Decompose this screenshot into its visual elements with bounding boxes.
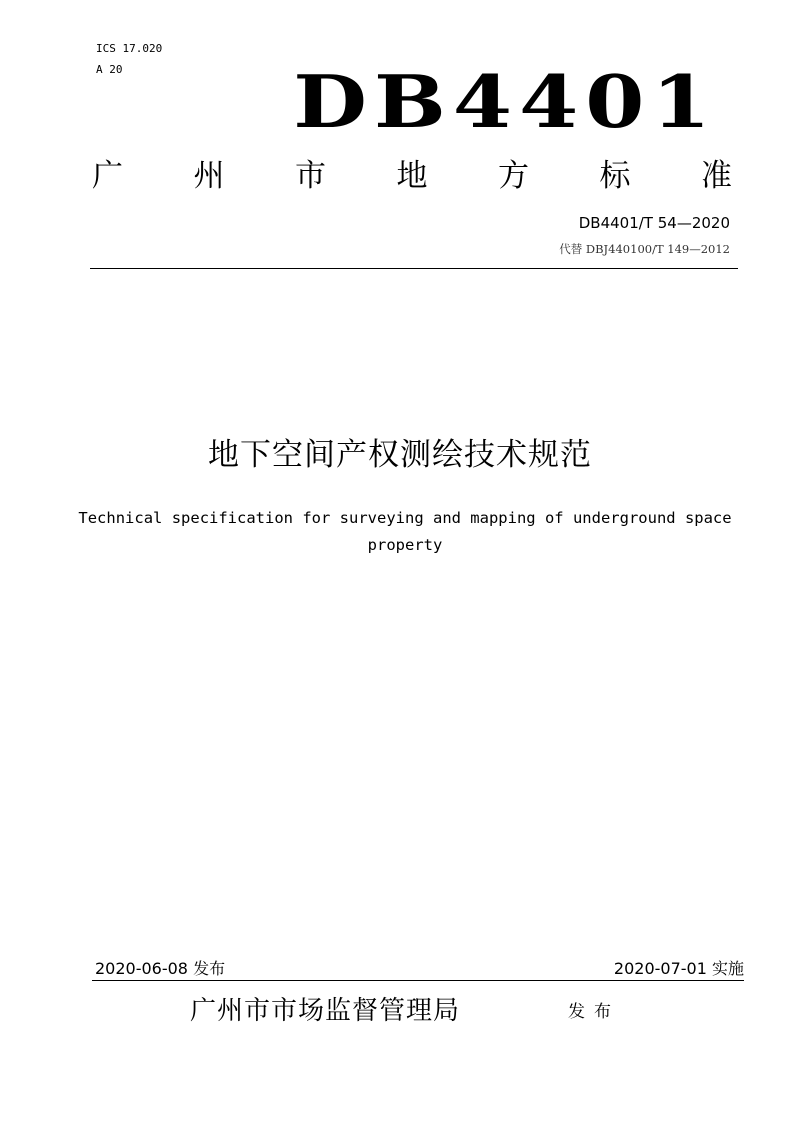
- document-title-english: Technical specification for surveying and mapping of underground space property: [78, 509, 732, 554]
- standard-type-char: 标: [599, 158, 631, 194]
- document-title-chinese: 地下空间产权测绘技术规范: [208, 437, 592, 473]
- standard-number: DB4401/T 54—2020: [578, 214, 730, 232]
- header-divider: [90, 268, 738, 269]
- replaces-note: 代替 DBJ440100/T 149—2012: [559, 242, 730, 256]
- standard-type-char: 广: [92, 158, 123, 194]
- ics-code: ICS 17.020: [96, 42, 163, 55]
- standard-type-char: 地: [396, 158, 428, 194]
- issue-label: 发布: [568, 1002, 620, 1022]
- issuing-authority: 广州市市场监督管理局: [190, 996, 461, 1026]
- standard-type-char: 准: [701, 158, 732, 194]
- footer-divider: [92, 980, 744, 981]
- ccs-code: A 20: [96, 63, 123, 76]
- publish-date: 2020-06-08 发布: [95, 959, 226, 978]
- standard-type-char: 方: [498, 158, 529, 194]
- standard-logo: DB4401: [293, 59, 718, 144]
- standard-type-line: [92, 156, 732, 196]
- standard-type-char: 州: [193, 158, 225, 194]
- standard-type-char: 市: [295, 158, 326, 194]
- implement-date: 2020-07-01 实施: [613, 959, 744, 978]
